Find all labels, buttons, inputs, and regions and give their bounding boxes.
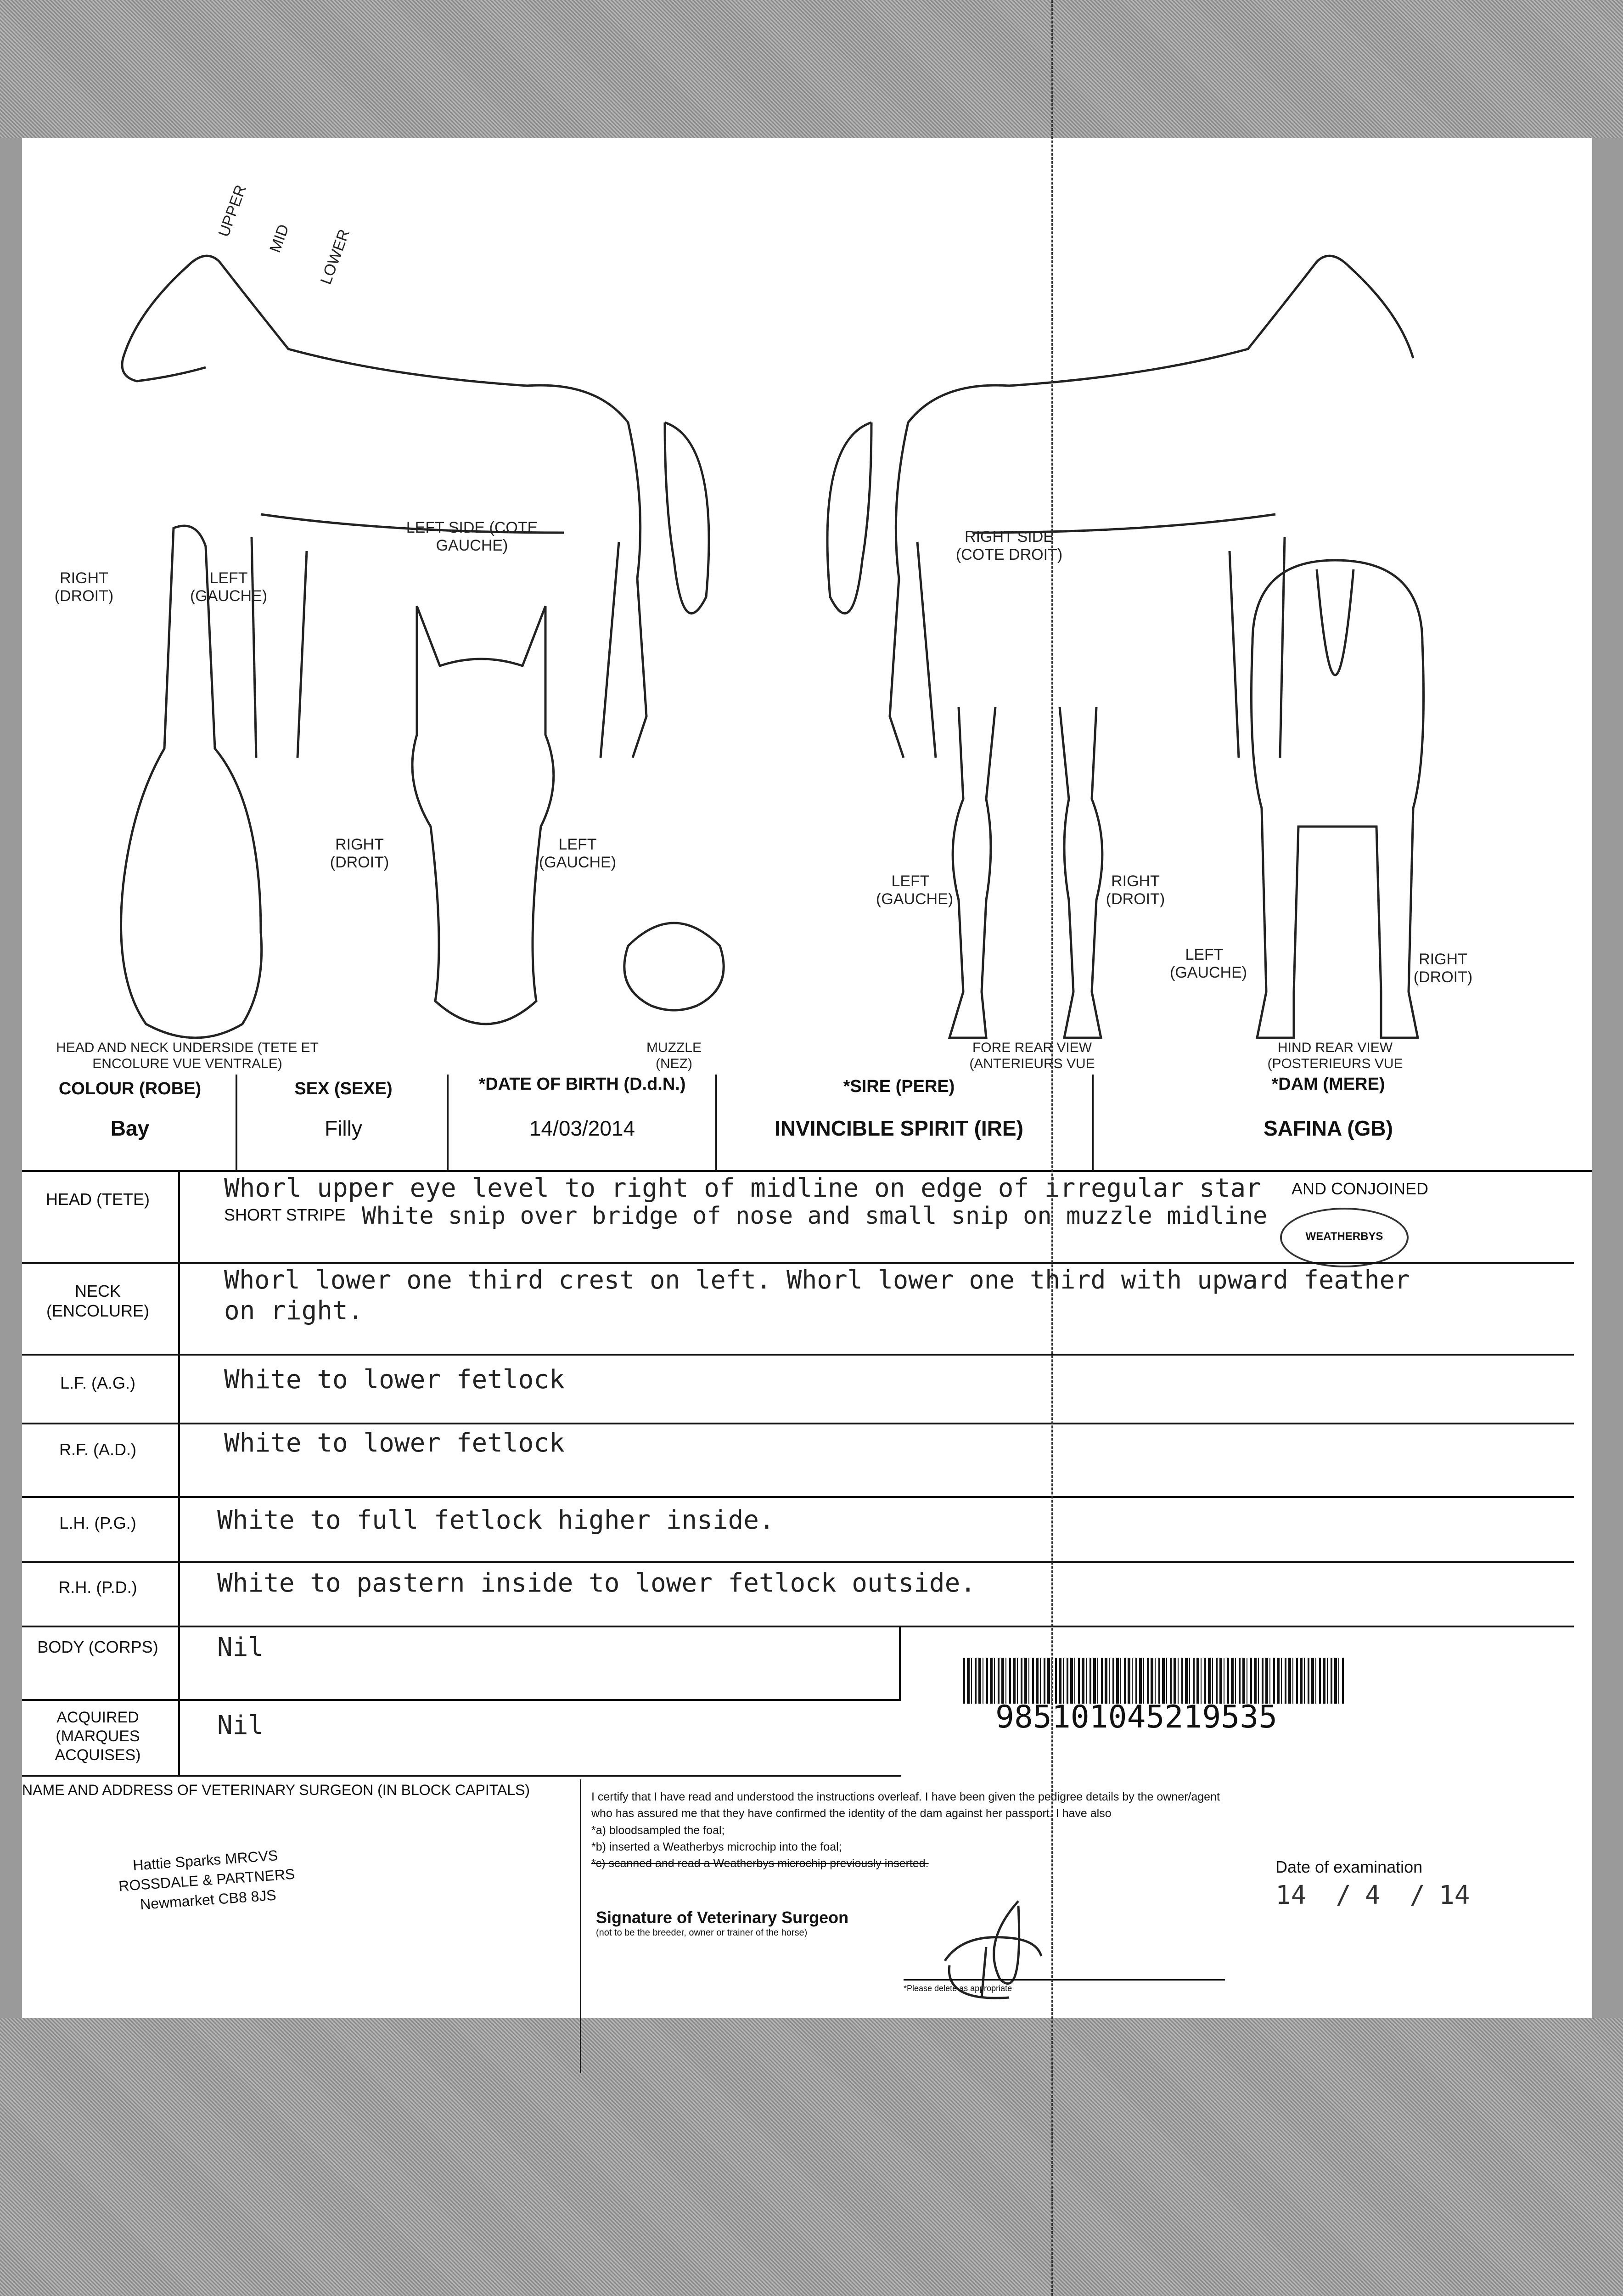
sex-header: SEX (SEXE) bbox=[294, 1079, 393, 1098]
sire-value: INVINCIBLE SPIRIT (IRE) bbox=[775, 1116, 1023, 1140]
underside-right-label: RIGHT (DROIT) bbox=[54, 569, 114, 605]
vet-address: Newmarket CB8 8JS bbox=[139, 1886, 277, 1913]
neck-marking-line1: Whorl lower one third crest on left. Whorl lower one third with upward feather bbox=[224, 1265, 1410, 1294]
dam-value: SAFINA (GB) bbox=[1264, 1116, 1393, 1140]
divider bbox=[1092, 1075, 1094, 1170]
vet-heading: NAME AND ADDRESS OF VETERINARY SURGEON (IN BLOCK CAPITALS) bbox=[22, 1782, 530, 1798]
colour-header: COLOUR (ROBE) bbox=[58, 1079, 202, 1098]
fore-right-label: RIGHT (DROIT) bbox=[1106, 872, 1165, 908]
divider bbox=[22, 1423, 1574, 1424]
divider bbox=[22, 1496, 1574, 1498]
scan-fold-line bbox=[1051, 0, 1054, 2296]
divider bbox=[715, 1075, 717, 1170]
divider bbox=[236, 1075, 237, 1170]
weatherbys-stamp: WEATHERBYS bbox=[1280, 1208, 1409, 1267]
muzzle-label: MUZZLE (NEZ) bbox=[646, 1040, 702, 1071]
head-left-label: LEFT (GAUCHE) bbox=[539, 836, 617, 872]
hind-right-label: RIGHT (DROIT) bbox=[1413, 951, 1473, 986]
left-side-label: LEFT SIDE (COTE GAUCHE) bbox=[406, 519, 538, 555]
sex-value: Filly bbox=[325, 1116, 362, 1140]
hind-left-label: LEFT (GAUCHE) bbox=[1170, 946, 1247, 982]
divider bbox=[178, 1170, 180, 1776]
neck-marking-line2: on right. bbox=[224, 1296, 364, 1326]
fore-rear-caption: FORE REAR VIEW (ANTERIEURS VUE bbox=[969, 1040, 1095, 1071]
divider bbox=[22, 1626, 1574, 1627]
vet-practice: ROSSDALE & PARTNERS bbox=[118, 1865, 296, 1895]
sire-header: *SIRE (PERE) bbox=[843, 1077, 955, 1096]
dob-header: *DATE OF BIRTH (D.d.N.) bbox=[478, 1075, 686, 1094]
underside-left-label: LEFT (GAUCHE) bbox=[190, 569, 268, 605]
underside-caption: HEAD AND NECK UNDERSIDE (TETE ET ENCOLURE VUE VENTRALE) bbox=[56, 1040, 319, 1071]
dam-header: *DAM (MERE) bbox=[1271, 1075, 1385, 1094]
scan-border-top bbox=[0, 0, 1623, 138]
fore-rear-view-diagram bbox=[931, 707, 1124, 1042]
head-marking-prefix: SHORT STRIPE bbox=[224, 1205, 346, 1224]
head-marking-line2: White snip over bridge of nose and small snip on muzzle midline bbox=[362, 1202, 1268, 1230]
certification-text: I certify that I have read and understood the instructions overleaf. I have been given the pedigree details by the owner/agent who has assured me that they have confirmed the identity of the dam against her passport. I have also *a) bloodsampled the foal; *b) inserted a Weatherbys microchip into the foal; *c) scanned and read a Weatherbys microchip previously inserted. bbox=[591, 1790, 1220, 1870]
hind-rear-caption: HIND REAR VIEW (POSTERIEURS VUE bbox=[1267, 1040, 1403, 1071]
divider bbox=[22, 1262, 1574, 1264]
neck-lower-label: LOWER bbox=[317, 227, 354, 287]
divider bbox=[22, 1699, 901, 1701]
date-label: Date of examination bbox=[1275, 1857, 1423, 1876]
divider bbox=[22, 1354, 1574, 1356]
head-marking-suffix: AND CONJOINED bbox=[1292, 1179, 1429, 1198]
signature-line bbox=[904, 1979, 1225, 1981]
date-of-examination: 14 / 4 / 14 bbox=[1275, 1880, 1470, 1910]
barcode-number: 985101045219535 bbox=[995, 1699, 1278, 1735]
divider bbox=[22, 1170, 1592, 1172]
vet-name: Hattie Sparks MRCVS bbox=[132, 1847, 279, 1874]
divider bbox=[899, 1626, 901, 1699]
colour-value: Bay bbox=[110, 1116, 150, 1140]
neck-mid-label: MID bbox=[266, 222, 293, 255]
signature-note: (not to be the breeder, owner or trainer of the horse) bbox=[596, 1928, 808, 1938]
divider bbox=[22, 1561, 1574, 1563]
head-marking-line1: Whorl upper eye level to right of midline on edge of irregular star bbox=[224, 1173, 1261, 1203]
fore-left-label: LEFT (GAUCHE) bbox=[876, 872, 954, 908]
signature-label: Signature of Veterinary Surgeon bbox=[596, 1908, 849, 1927]
barcode bbox=[963, 1658, 1344, 1704]
right-side-label: RIGHT SIDE (COTE DROIT) bbox=[955, 528, 1063, 564]
divider bbox=[22, 1775, 901, 1777]
delete-note: *Please delete as appropriate bbox=[904, 1984, 1012, 1993]
scan-border-bottom bbox=[0, 2018, 1623, 2296]
divider bbox=[580, 1779, 581, 2073]
dob-value: 14/03/2014 bbox=[529, 1116, 635, 1140]
neck-upper-label: UPPER bbox=[215, 182, 250, 239]
divider bbox=[447, 1075, 449, 1170]
head-front-diagram bbox=[389, 597, 582, 1056]
head-right-label: RIGHT (DROIT) bbox=[330, 836, 389, 872]
passport-page: UPPER MID LOWER LEFT SIDE (COTE GAUCHE) RIGHT SIDE (COTE DROIT) RIGHT (DROIT) LEFT (GAUCHE) HEAD AND NECK UNDERSIDE (TETE ET ENCOLURE VUE VENTRALE) RIGHT (DROIT) LEFT (GAUCHE) MUZZLE (NEZ) LEFT (GAUCHE) RIGHT (DROIT) FORE REAR VIEW (ANTERIEURS VUE LEFT (GAUCHE) RIGHT (DROIT) HIND REAR VIEW (POSTERIEURS VUE COLOUR (ROBE) SEX (SEXE) *DATE OF BIRTH (D.d.N.) *SIRE (PERE) *DAM (MERE) Bay Filly 14/03/2014 INVINCIBLE SPIRIT (IRE) SAFINA (GB) HEAD (TETE) Whorl upper eye level to right of midline on edge of irregular star AND CONJOINED SHORT STRIPE White snip over bridge of nose and small snip on muzzle midline WEATHERBYS NECK (ENCOLURE) Whorl lower one third crest on left. Whorl lower one third with upward feather on right. L.F. (A.G.) White to lower fetlock R.F. (A.D.) White to lower fetlock L.H. (P.G.) White to full fetlock higher inside. R.H. (P.D.) White to pastern inside to lower fetlock outside. BODY (CORPS) Nil ACQUIRED (MARQUES ACQUISES) Nil 985101045219535 NAME AND ADDRESS OF VETERINARY SURGEON (IN BLOCK CAPITALS) Hattie Sparks MRCVS ROSSDALE & PARTNERS Newmarket CB8 8JS I certify that I have read and understood the instructions overleaf. I have been given the pedigree details by the owner/agent who has assured me that they have confirmed the identity of the dam against her passport. I have also *a) bloodsampled the foal; *b) inserted a Weatherbys microchip into the foal; *c) scanned and read a Weatherbys microchip previously inserted. Signature of Veterinary Surgeon (not to be the breeder, owner or trainer of the horse) *Please delete as appropriate Date of examination 14 / 4 / 14 bbox=[22, 138, 1592, 2018]
vet-stamp bbox=[117, 1845, 297, 1916]
muzzle-diagram bbox=[614, 909, 734, 1019]
